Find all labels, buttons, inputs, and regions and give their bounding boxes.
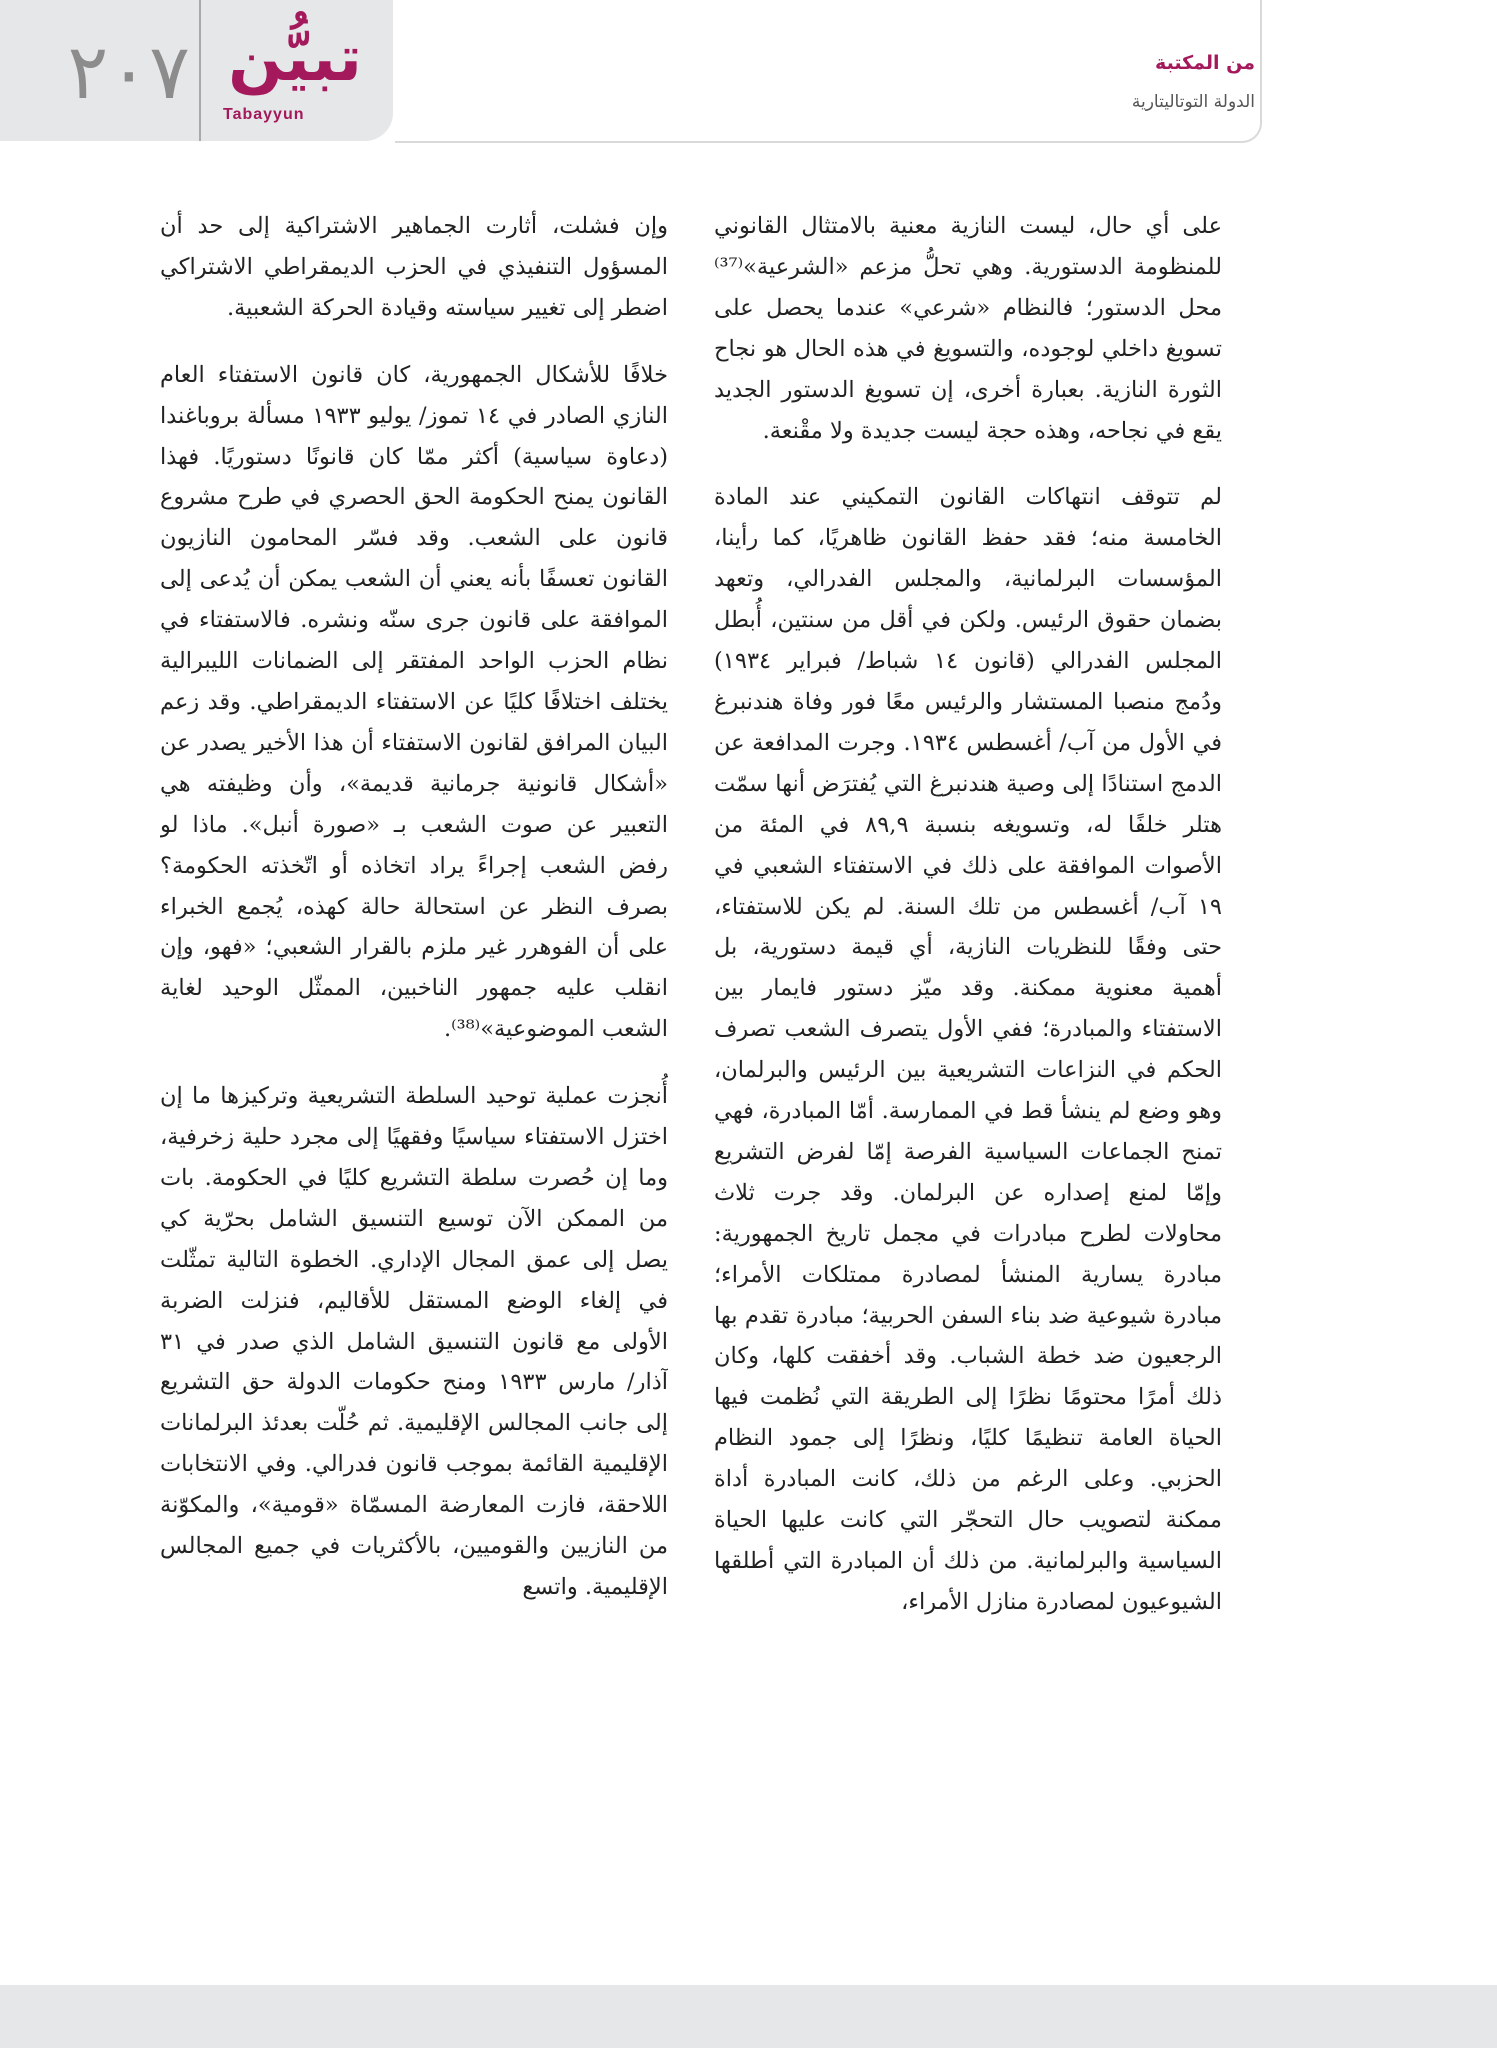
paragraph: خلافًا للأشكال الجمهورية، كان قانون الاستفتاء العام النازي الصادر في ١٤ تموز/ يوليو ١٩٣٣ مسألة بروباغندا (دعاوة سياسية) أكثر ممّا كان قانونًا دستوريًا. فهذا القانون يمنح الحكومة الحق الحصري في طرح مشروع قانون على الشعب. وقد فسّر المحامون النازيون القانون تعسفًا بأنه يعني أن الشعب يمكن أن يُدعى إلى الموافقة على قانون جرى سنّه ونشره. فالاستفتاء في نظام الحزب الواحد المفتقر إلى الضمانات الليبرالية يختلف اختلافًا كليًا عن الاستفتاء الديمقراطي. وقد زعم البيان المرافق لقانون الاستفتاء أن هذا الأخير يصدر عن «أشكال قانونية جرمانية قديمة»، وأن وظيفته هي التعبير عن صوت الشعب بـ «صورة أنبل». ماذا لو رفض الشعب إجراءً يراد اتخاذه أو اتّخذته الحكومة؟ بصرف النظر عن استحالة حالة كهذه، يُجمع الخبراء على أن الفوهرر غير ملزم بالقرار الشعبي؛ «فهو، وإن انقلب عليه جمهور الناخبين، الممثّل الوحيد لغاية الشعب الموضوعية»⁽³⁸⁾.: [160, 361, 668, 1043]
section-title: من المكتبة: [1155, 52, 1255, 74]
paragraph: على أي حال، ليست النازية معنية بالامتثال القانوني للمنظومة الدستورية. وهي تحلُّ مزعم «الشرعية»⁽³⁷⁾ محل الدستور؛ فالنظام «شرعي» عندما يحصل على تسويغ داخلي لوجوده، والتسويغ في هذه الحال هو نجاح الثورة النازية. بعبارة أخرى، إن تسويغ الدستور الجديد يقع في نجاحه، وهذه حجة ليست جديدة ولا مقْنعة.: [714, 213, 1222, 444]
tabayyun-logo: [215, 14, 375, 129]
text-column-left: [160, 206, 668, 1896]
paragraph: وإن فشلت، أثارت الجماهير الاشتراكية إلى حد أن المسؤول التنفيذي في الحزب الديمقراطي الاشتراكي اضطر إلى تغيير سياسته وقيادة الحركة الشعبية.: [160, 213, 668, 321]
running-article-title: الدولة التوتاليتارية: [1131, 92, 1255, 112]
paragraph: أُنجزت عملية توحيد السلطة التشريعية وتركيزها ما إن اختزل الاستفتاء سياسيًا وفقهيًا إلى مجرد حلية زخرفية، وما إن حُصرت سلطة التشريع كليًا في الحكومة. بات من الممكن الآن توسيع التنسيق الشامل بحرّية كي يصل إلى عمق المجال الإداري. الخطوة التالية تمثّلت في إلغاء الوضع المستقل للأقاليم، فنزلت الضربة الأولى مع قانون التنسيق الشامل الذي صدر في ٣١ آذار/ مارس ١٩٣٣ ومنح حكومات الدولة حق التشريع إلى جانب المجالس الإقليمية. ثم حُلّت بعدئذ البرلمانات الإقليمية القائمة بموجب قانون فدرالي. وفي الانتخابات اللاحقة، فازت المعارضة المسمّاة «قومية»، والمكوّنة من النازيين والقوميين، بالأكثريات في جميع المجالس الإقليمية. واتسع: [160, 1083, 668, 1600]
header-divider: [199, 0, 201, 141]
text-column-right: [714, 206, 1222, 1896]
footer-bar: [0, 1985, 1497, 2048]
logo-arabic-text: تبيُّن: [228, 22, 362, 96]
paragraph: لم تتوقف انتهاكات القانون التمكيني عند المادة الخامسة منه؛ فقد حفظ القانون ظاهريًا، كما رأينا، المؤسسات البرلمانية، والمجلس الفدرالي، وتعهد بضمان حقوق الرئيس. ولكن في أقل من سنتين، أُبطل المجلس الفدرالي (قانون ١٤ شباط/ فبراير ١٩٣٤) ودُمج منصبا المستشار والرئيس معًا فور وفاة هندنبرغ في الأول من آب/ أغسطس ١٩٣٤. وجرت المدافعة عن الدمج استنادًا إلى وصية هندنبرغ التي يُفترَض أنها سمّت هتلر خلفًا له، وتسويغه بنسبة ٨٩,٩ في المئة من الأصوات الموافقة على ذلك في الاستفتاء الشعبي في ١٩ آب/ أغسطس من تلك السنة. لم يكن للاستفتاء، حتى وفقًا للنظريات النازية، أي قيمة دستورية، بل أهمية معنوية ممكنة. وقد ميّز دستور فايمار بين الاستفتاء والمبادرة؛ ففي الأول يتصرف الشعب تصرف الحكم في النزاعات التشريعية بين الرئيس والبرلمان، وهو وضع لم ينشأ قط في الممارسة. أمّا المبادرة، فهي تمنح الجماعات السياسية الفرصة إمّا لفرض التشريع وإمّا لمنع إصداره عن البرلمان. وقد جرت ثلاث محاولات لطرح مبادرات في مجمل تاريخ الجمهورية: مبادرة يسارية المنشأ لمصادرة ممتلكات الأمراء؛ مبادرة شيوعية ضد بناء السفن الحربية؛ مبادرة تقدم بها الرجعيون ضد خطة الشباب. وقد أخفقت كلها، وكان ذلك أمرًا محتومًا نظرًا إلى الطريقة التي نُظمت فيها الحياة العامة تنظيمًا كليًا، ونظرًا إلى جمود النظام الحزبي. وعلى الرغم من ذلك، كانت المبادرة أداة ممكنة لتصويب حال التحجّر التي كانت عليها الحياة السياسية والبرلمانية. من ذلك أن المبادرة التي أطلقها الشيوعيون لمصادرة منازل الأمراء،: [714, 484, 1222, 1615]
page-number: ٢٠٧: [67, 27, 190, 116]
logo-latin-text: Tabayyun: [223, 106, 305, 123]
